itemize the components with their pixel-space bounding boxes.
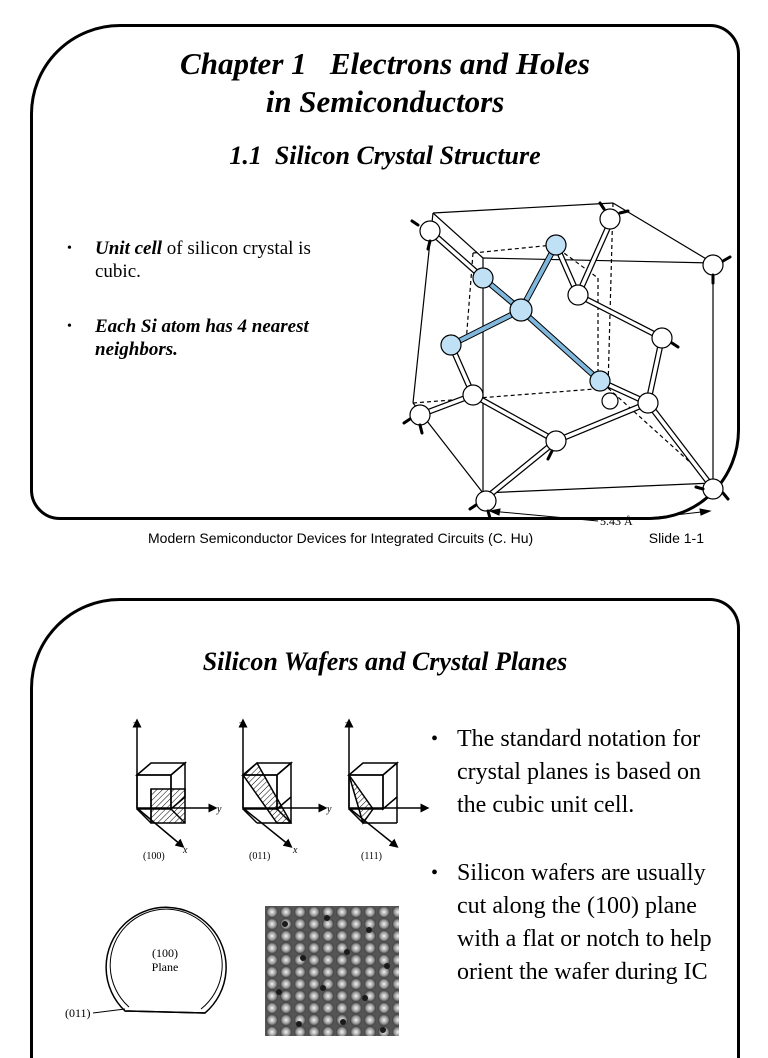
slide-footer [148,530,704,546]
wafer-label-line-1: (100) [152,946,178,960]
bullet-dot: • [67,319,72,334]
corner-atom [703,479,723,499]
slide-1-title-line-2: in Semiconductors [265,84,505,119]
footer-book-title: Modern Semiconductor Devices for Integrated Circuits (C. Hu) [148,530,534,546]
axis-x-label: x [293,845,298,856]
center-atom-highlighted [510,299,532,321]
axis-y-label: y [327,804,332,815]
slide-1-subtitle: 1.1 Silicon Crystal Structure [229,141,541,170]
plane-label: (011) [249,851,271,862]
bullet-dot: • [431,728,439,750]
atomic-image [265,906,399,1036]
bullet-unit-cell [67,237,337,283]
slide-2-bullet-list [431,723,731,1024]
bullet-wafers-text: Silicon wafers are usually cut along the (100) plane with a flat or notch to help orient the wafer during IC [457,860,712,985]
bullet-unit-cell-emphasis: Unit cell [95,238,163,259]
corner-atom [703,255,723,275]
face-atom [546,431,566,451]
slide-1-title [33,45,737,121]
plane-label: (100) [143,851,165,862]
neighbor-atom-highlighted [441,335,461,355]
bullet-wafers [431,857,731,989]
face-atom [652,328,672,348]
face-atom [463,385,483,405]
axis-y-label: y [217,804,222,815]
corner-atom [476,491,496,511]
slide-1 [30,24,740,528]
plane-111-cube [349,723,425,845]
wafer-label-line-2: Plane [151,960,179,974]
wafer-flat-label: (011) [65,1006,91,1020]
bullet-notation-text: The standard notation for crystal planes is based on the cubic unit cell. [457,726,701,818]
corner-atom [600,209,620,229]
axis-z-label: z [239,719,243,730]
face-atom [638,393,658,413]
slide-1-bullet-list [67,237,337,393]
plane-100-cube [137,723,213,845]
corner-atom [410,405,430,425]
plane-label: (111) [361,851,382,862]
bullet-nearest-neighbors-text: Each Si atom has 4 nearest neighbors. [95,316,309,360]
slide-2-title: Silicon Wafers and Crystal Planes [202,647,568,676]
neighbor-atom-highlighted [473,268,493,288]
silicon-unit-cell-diagram [378,183,728,528]
crystal-planes-diagram [103,713,423,863]
slide-2 [30,598,740,1058]
bullet-dot: • [67,241,72,256]
face-atom [568,285,588,305]
wafer-diagram [63,901,263,1031]
lattice-constant-label: 5.43 Å [600,514,633,528]
corner-atom [420,221,440,241]
axis-z-label: z [133,719,137,730]
bullet-nearest-neighbors [67,315,337,361]
face-atom [602,393,618,409]
neighbor-atom-highlighted [546,235,566,255]
plane-011-cube [243,723,323,845]
bullet-dot: • [431,862,439,884]
bullet-notation [431,723,731,822]
slide-1-title-line-1: Chapter 1 Electrons and Holes [180,46,590,81]
neighbor-atom-highlighted [590,371,610,391]
footer-slide-number: Slide 1-1 [648,530,704,546]
bullet-unit-cell-text: of silicon crystal is cubic. [95,238,311,282]
axis-x-label: x [183,845,188,856]
axis-z-label: z [345,719,349,730]
